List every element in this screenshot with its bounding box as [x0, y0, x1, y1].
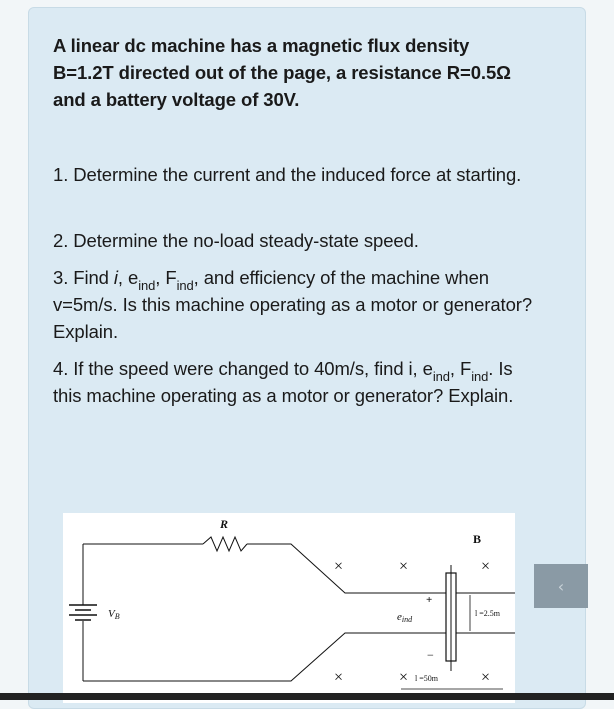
question-4: 4. If the speed were changed to 40m/s, find i, $e_{ind}$, $F_{ind}$. Is this machine operating as a motor or generator? Explain.: [53, 358, 514, 406]
chevron-left-icon: ‹: [557, 576, 565, 596]
linear-dc-machine-diagram: [63, 513, 515, 703]
field-label: B: [473, 532, 482, 546]
field-mark: ×: [399, 669, 409, 686]
length-label: l =2.5m: [475, 609, 500, 618]
circuit-figure: [63, 513, 515, 703]
field-mark: ×: [399, 558, 409, 575]
rail-length-label: l =50m: [415, 674, 438, 683]
resistor-label: R: [220, 517, 229, 531]
field-mark: ×: [481, 558, 491, 575]
svg-text:eind: eind: [397, 611, 413, 624]
field-mark: ×: [334, 669, 344, 686]
svg-text:VB: VB: [108, 608, 120, 621]
problem-intro: A linear dc machine has a magnetic flux density B=1.2T directed out of the page, a resistance R=0.5Ω and a battery voltage of 30V.: [53, 35, 511, 110]
battery-label: V: [108, 608, 115, 620]
field-mark: ×: [334, 558, 344, 575]
eind-label: e: [397, 611, 402, 623]
question-3: 3. Find i, $e_{ind}$, $F_{ind}$, and efficiency of the machine when v=5m/s. Is this machine operating as a motor or generator? Explain.: [53, 267, 533, 342]
minus-sign: −: [427, 648, 434, 662]
question-1: 1. Determine the current and the induced force at starting.: [53, 164, 522, 185]
plus-sign: +: [426, 594, 433, 606]
collapse-side-button[interactable]: [534, 564, 588, 608]
bottom-bar: [0, 693, 614, 700]
field-mark: ×: [481, 669, 491, 686]
question-2: 2. Determine the no-load steady-state speed.: [53, 230, 419, 251]
